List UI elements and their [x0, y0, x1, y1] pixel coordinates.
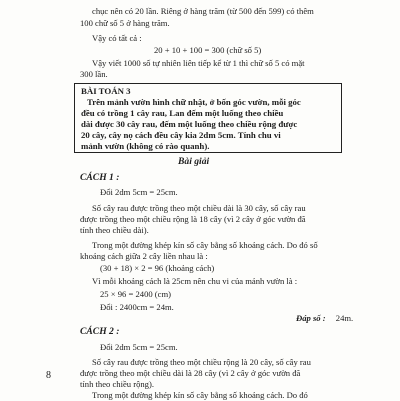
problem-line: 20 cây, cây nọ cách đều cây kia 2dm 5cm. Tính chu vi: [81, 130, 281, 140]
text-line: Số cây rau được trồng theo một chiều dài là 30 cây, số cây rau: [92, 203, 306, 213]
equation: 20 + 10 + 100 = 300 (chữ số 5): [154, 45, 262, 55]
text-line: Đổi 2dm 5cm = 25cm.: [100, 342, 178, 352]
text-line: 100 chữ số 5 ở hàng trăm.: [80, 18, 170, 28]
method2-label: CÁCH 2 :: [80, 326, 120, 337]
text-line: chục nên có 20 lần. Riêng ở hàng trăm (từ 500 đến 599) có thêm: [92, 6, 314, 16]
text-line: Vì mỗi khoảng cách là 25cm nên chu vi của mảnh vườn là :: [92, 276, 298, 286]
method1-label: CÁCH 1 :: [80, 172, 120, 183]
problem-line: dài được 30 cây rau, đếm một luống theo chiều rộng được: [81, 119, 298, 129]
text-line: tính theo chiều rộng).: [80, 379, 154, 389]
problem-line: mảnh vườn (không có rào quanh).: [81, 141, 210, 151]
text-line: Vậy viết 1000 số tự nhiên liên tiếp kể từ 1 thì chữ số 5 có mặt: [92, 58, 305, 68]
text-line: khoảng cách giữa 2 cây liền nhau là :: [80, 251, 208, 261]
problem-line: Trên mảnh vườn hình chữ nhật, ở bốn góc vườn, mỗi góc: [87, 97, 301, 107]
problem-line: đều có trồng 1 cây rau, Lan đếm một luống theo chiều: [81, 108, 284, 118]
solution-heading: Bài giải: [178, 156, 210, 167]
problem-title: BÀI TOÁN 3: [81, 86, 131, 96]
text-line: tính theo chiều dài).: [80, 225, 149, 235]
text-line: 300 lần.: [80, 69, 108, 79]
problem-box: [74, 83, 342, 153]
answer-value: 24m.: [335, 313, 354, 323]
text-line: Đổi : 2400cm = 24m.: [100, 302, 174, 312]
text-line: được trồng theo một chiều dài là 28 cây (vì 2 cây ở góc vườn đã: [80, 368, 301, 378]
equation: (30 + 18) × 2 = 96 (khoảng cách): [100, 263, 215, 273]
text-line: Vậy có tất cả :: [92, 33, 142, 43]
answer: [296, 313, 353, 324]
equation: 25 × 96 = 2400 (cm): [100, 289, 172, 299]
text-line: Trong một đường khép kín số cây bằng số khoảng cách. Do đó số: [92, 240, 318, 250]
text-line: Trong một đường khép kín số cây bằng số khoảng cách. Do đó: [92, 390, 308, 400]
text-line: Đổi 2dm 5cm = 25cm.: [100, 187, 178, 197]
text-line: được trồng theo một chiều rộng là 18 cây (vì 2 cây ở góc vườn đã: [80, 214, 306, 224]
text-line: Số cây rau được trồng theo một chiều rộng là 20 cây, số cây rau: [92, 357, 311, 367]
page-number: 8: [46, 370, 51, 381]
answer-label: Đáp số :: [296, 313, 326, 323]
